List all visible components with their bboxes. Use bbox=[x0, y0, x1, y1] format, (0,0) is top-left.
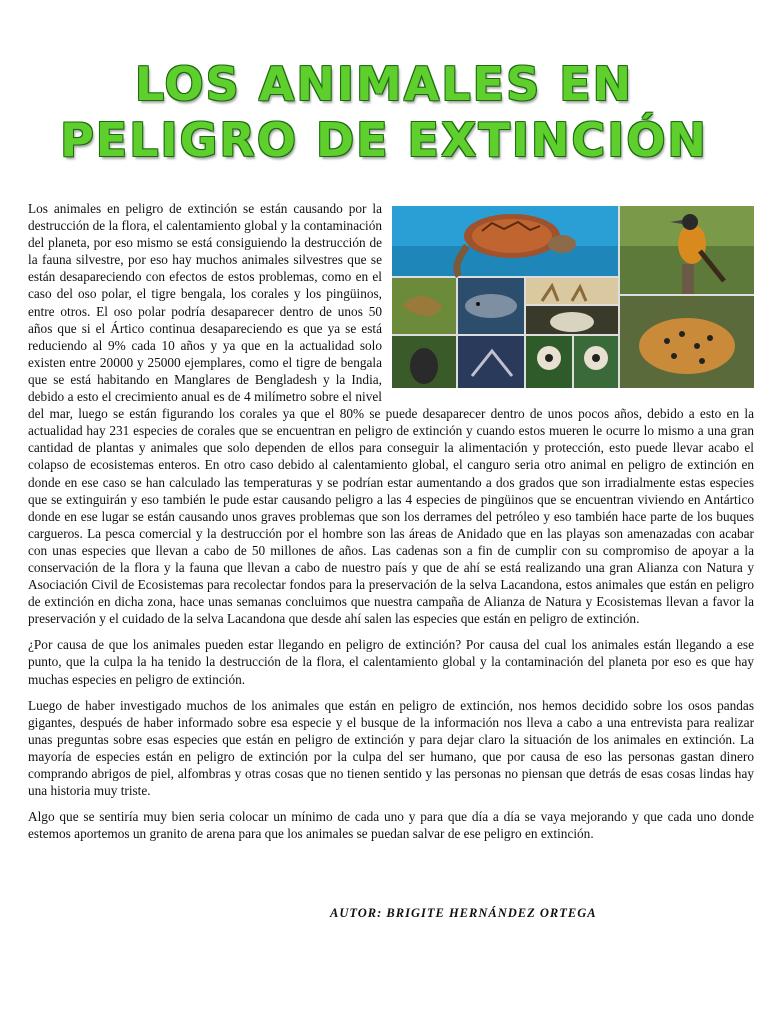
author-signature: AUTOR: BRIGITE HERNÁNDEZ ORTEGA bbox=[330, 906, 597, 920]
paragraph-3: Luego de haber investigado muchos de los animales que están en peligro de extinción, nos hemos decidido sobre los osos pandas gigantes, después de haber informado sobre esa especie y el busque de la información nos lleva a cabo a una entrevista para realizar unas preguntas sobre esas especies que están en peligro de extinción y para dejar claro la situación de los animales en extinción. La mayoría de especies están en peligro de extinción por la culpa del ser humano, que por causa de eso las personas gastan dinero comprando abrigos de piel, alfombras y otras cosas que no tienen sentido y las personas no piensan que detrás de esas cosas lindas hay una historia muy triste. bbox=[28, 697, 754, 799]
title-line-2: PELIGRO DE EXTINCIÓN bbox=[60, 113, 708, 167]
paragraph-2: ¿Por causa de que los animales pueden estar llegando en peligro de extinción? Por causa del cual los animales están llegando a ese punto, que la culpa la ha tenido la destrucción de la flora, el calentamiento global y la contaminación del planeta por eso es que hay muchas especies en peligro de extinción. bbox=[28, 637, 754, 687]
title-line-1: LOS ANIMALES EN bbox=[134, 57, 634, 111]
article-body bbox=[28, 200, 754, 851]
animal-collage-image bbox=[392, 206, 754, 388]
paragraph-1 bbox=[28, 200, 754, 627]
paragraph-4: Algo que se sentiría muy bien seria colocar un mínimo de cada uno y para que día a día se vaya mejorando y que cada uno donde estemos aportemos un granito de arena para que los animales se puedan salvar de ese peligro en extinción. bbox=[28, 809, 754, 842]
paragraph-1-text: Los animales en peligro de extinción se están causando por la destrucción de la flora, el calentamiento global y la contaminación del planeta, por eso mismo se está consiguiendo la destrucción de la fauna silvestre, por eso hay muchos animales silvestres que se están desapareciendo con efectos de estos problemas, como en el caso del oso polar, el tigre bengala, los corales y los pingüinos, entre otros. El oso polar podría desaparecer dentro de unos 50 años que si el Ártico continua desapareciendo es que ya se está reduciendo al 9% cada 10 años y ya que en la actualidad solo existen entre 20000 y 25000 ejemplares, como el tigre de bengala que se está habitando en Manglares de Bengladesh y la India, debido a esto el crecimiento anual es de 4 milímetro sobre el nivel del mar, luego se están figurando los corales ya que el 80% se puede desaparecer dentro de unos pocos años, debido a esto en la actualidad hay 231 especies de corales que se encuentran en peligro de extinción y cuando estos mueren le ocurre lo mismo a una gran cantidad de plantas y animales que solo dependen de ellos para conseguir la alimentación y protección, esto puede llevar acabo el colapso de ecosistemas enteros. En otro caso debido al calentamiento global, el canguro seria otro animal en peligro de extinción en donde en ese caso se han calculado las temperaturas y se podrían estar aumentando a dos grados que son irradialmente estas especies que se extinguirán y eso también le pude estar causando peligro a las 4 especies de pingüinos que se encuentran viviendo en Antártico donde en ese lugar se están causando unos graves problemas que son los derrames del petróleo y eso también hace parte de los buques cargueros. La pesca comercial y la destrucción por el hombre son las áreas de Anidado que en las playas son amenazadas con acabar con unas especies que llevan a cabo de 50 millones de años. Las cadenas son a fin de cumplir con su compromiso de apoyar a la conservación de la flora y la fauna que llevan a cabo de nuestro país y que de ahí se está realizando una gran Alianza con Natura y Asociación Civil de Ecosistemas para recolectar fondos para la preservación de la selva Lacandona, estos animales que están en peligro de extinción en dicha zona, hace unas semanas concluimos que nuestra campaña de Alianza de Natura y Ecosistemas llevan a favor la preservación y el cuidado de la selva Lacandona que desde ahí salen las especies que están en peligro de extinción. bbox=[28, 201, 754, 627]
